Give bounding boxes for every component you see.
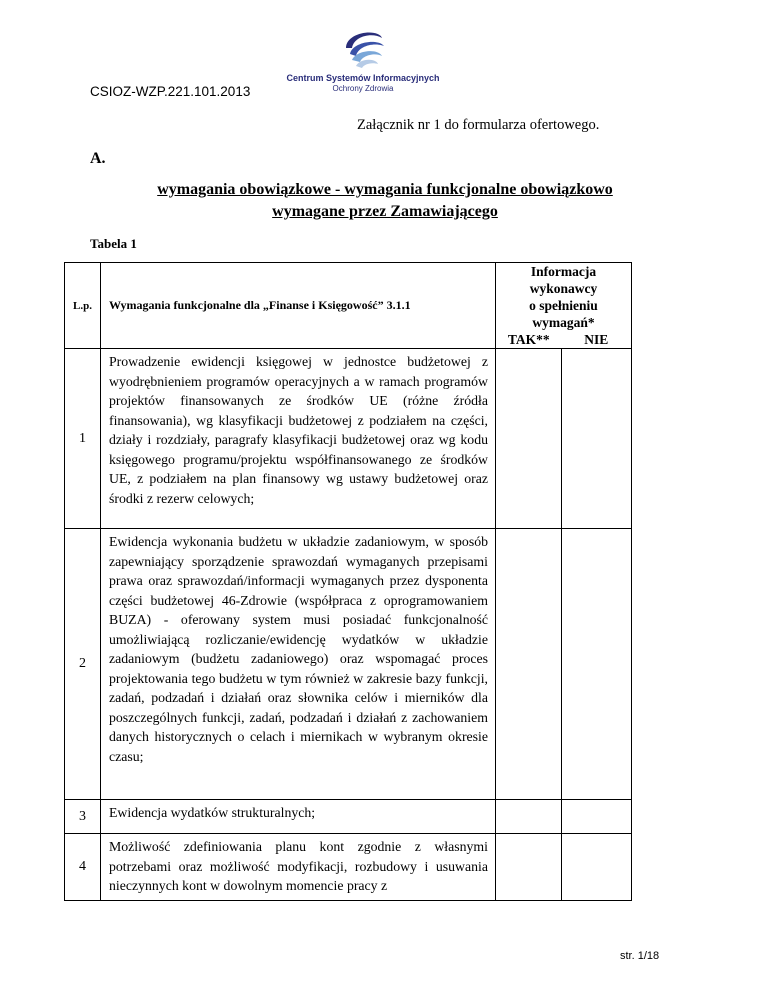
- nie-cell[interactable]: [562, 834, 632, 901]
- tak-cell[interactable]: [496, 349, 562, 529]
- row-requirement-text: Prowadzenie ewidencji księgowej w jednostce budżetowej z wyodrębnieniem programów operacyjnych a w ramach programów projektów finansowanych ze środków UE (różne źródła finansowania), wg klasyfikacji budżetowej z podziałem na części, działy i rozdziały, paragrafy klasyfikacji budżetowej oraz wg kodu księgowego programu/projektu współfinansowanego ze środków UE, z podziałem na plan finansowy wg ustawy budżetowej oraz środki z rezerw celowych;: [101, 349, 496, 529]
- section-label: A.: [90, 150, 106, 167]
- title-line-1: wymagania obowiązkowe - wymagania funkcjonalne obowiązkowo: [157, 181, 613, 198]
- annex-label: Załącznik nr 1 do formularza ofertowego.: [357, 117, 600, 133]
- row-number: 1: [65, 349, 101, 529]
- csioz-logo: [268, 28, 458, 100]
- header-info-line: wykonawcy: [529, 281, 598, 296]
- row-number: 3: [65, 800, 101, 834]
- title-line-2: wymagane przez Zamawiającego: [272, 203, 498, 220]
- table-label: Tabela 1: [90, 236, 137, 251]
- document-title: [110, 179, 660, 223]
- nie-cell[interactable]: [562, 349, 632, 529]
- header-info-line: Informacja: [530, 264, 597, 279]
- nie-cell[interactable]: [562, 800, 632, 834]
- header-lp: L.p.: [65, 263, 101, 349]
- header-info-line: wymagań*: [532, 315, 595, 330]
- row-requirement-text: Ewidencja wydatków strukturalnych;: [101, 800, 496, 834]
- header-info-line: o spełnieniu: [529, 298, 598, 313]
- nie-cell[interactable]: [562, 529, 632, 800]
- header-tak: TAK**: [496, 331, 562, 349]
- table-header-row: [65, 263, 632, 332]
- logo-text-sub: Ochrony Zdrowia: [332, 84, 394, 93]
- table-row: [65, 349, 632, 529]
- row-number: 2: [65, 529, 101, 800]
- header-requirements: Wymagania funkcjonalne dla „Finanse i Księgowość” 3.1.1: [101, 263, 496, 349]
- logo-swirl-icon: [338, 28, 388, 72]
- table-row: [65, 834, 632, 901]
- table-row: [65, 800, 632, 834]
- row-number: 4: [65, 834, 101, 901]
- logo-text-main: Centrum Systemów Informacyjnych: [286, 73, 440, 83]
- requirements-table: [64, 262, 632, 901]
- row-requirement-text: Możliwość zdefiniowania planu kont zgodnie z własnymi potrzebami oraz możliwość modyfikacji, rozbudowy i usuwania nieczynnych kont w dowolnym momencie pracy z: [101, 834, 496, 901]
- row-requirement-text: Ewidencja wykonania budżetu w układzie zadaniowym, w sposób zapewniający sporządzenie sprawozdań wymaganych przepisami prawa oraz sprawozdań/informacji wymaganych przez dysponenta części budżetowej 46-Zdrowie (współpraca z oprogramowaniem BUZA) - oferowany system musi posiadać funkcjonalność umożliwiającą rozliczanie/ewidencję wydatków w układzie zadaniowym (budżetu zadaniowego) oraz wspomagać proces projektowania tego budżetu w tym również w zakresie bazy funkcji, zadań, podzadań i działań oraz słownika celów i mierników dla poszczególnych funkcji, zadań, podzadań i działań z zachowaniem danych historycznych o celach i miernikach w wybranym okresie czasu;: [101, 529, 496, 800]
- page-number: str. 1/18: [620, 950, 660, 962]
- table-row: [65, 529, 632, 800]
- tak-cell[interactable]: [496, 800, 562, 834]
- header-nie: NIE: [562, 331, 632, 349]
- document-reference: CSIOZ-WZP.221.101.2013: [90, 84, 251, 99]
- tak-cell[interactable]: [496, 529, 562, 800]
- header-contractor-info: [496, 263, 632, 332]
- tak-cell[interactable]: [496, 834, 562, 901]
